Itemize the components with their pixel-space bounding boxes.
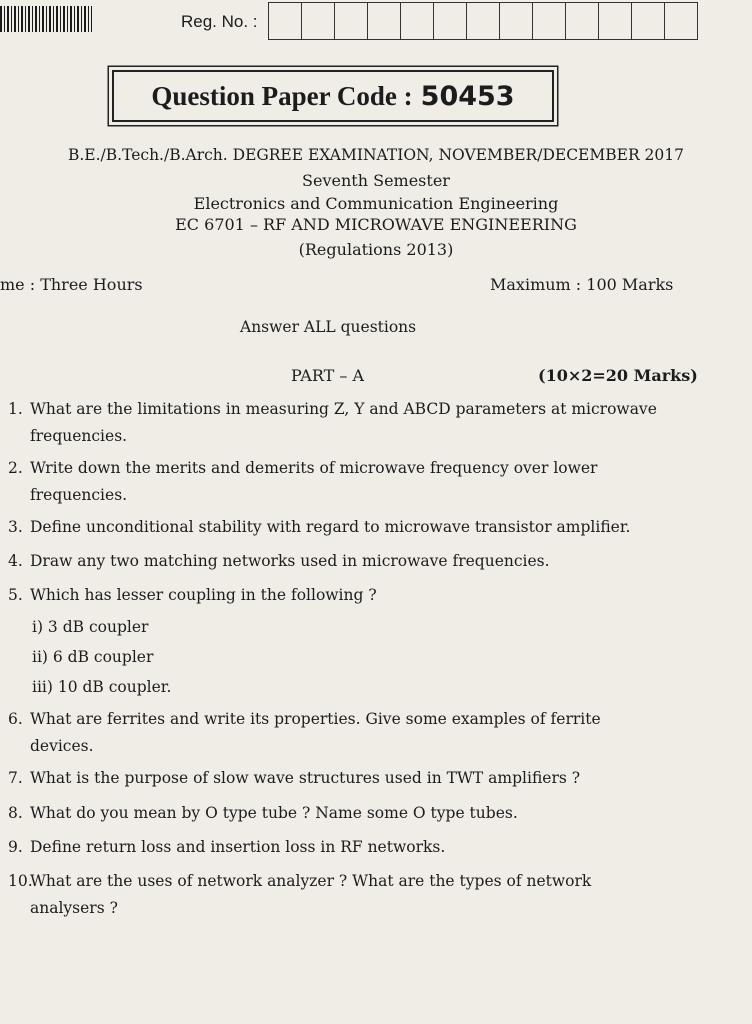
question-text: Write down the merits and demerits of microwave frequency over lower bbox=[30, 459, 598, 477]
reg-box bbox=[401, 2, 434, 40]
question-text: Define return loss and insertion loss in RF networks. bbox=[30, 838, 446, 856]
question-number: 8. bbox=[8, 804, 23, 822]
question-8 bbox=[8, 800, 688, 827]
course-title: EC 6701 – RF AND MICROWAVE ENGINEERING bbox=[175, 215, 577, 234]
question-number: 2. bbox=[8, 459, 23, 477]
question-text-cont: analysers ? bbox=[30, 899, 118, 917]
option-iii: iii) 10 dB coupler. bbox=[32, 678, 172, 696]
reg-box bbox=[467, 2, 500, 40]
question-6 bbox=[8, 706, 688, 760]
reg-box bbox=[335, 2, 368, 40]
question-1 bbox=[8, 396, 688, 450]
question-number: 10. bbox=[8, 872, 33, 890]
part-heading: PART – A bbox=[291, 366, 365, 385]
question-text: Which has lesser coupling in the following ? bbox=[30, 586, 377, 604]
reg-box bbox=[268, 2, 302, 40]
question-text-cont: frequencies. bbox=[30, 486, 128, 504]
reg-box bbox=[665, 2, 698, 40]
question-3 bbox=[8, 514, 688, 541]
option-ii: ii) 6 dB coupler bbox=[32, 648, 154, 666]
reg-box bbox=[599, 2, 632, 40]
question-2 bbox=[8, 455, 688, 509]
question-text: What is the purpose of slow wave structures used in TWT amplifiers ? bbox=[30, 769, 581, 787]
department: Electronics and Communication Engineering bbox=[193, 194, 559, 213]
max-marks: Maximum : 100 Marks bbox=[490, 275, 674, 294]
question-text: What are ferrites and write its properties. Give some examples of ferrite bbox=[30, 710, 601, 728]
question-7 bbox=[8, 765, 688, 792]
reg-no-boxes bbox=[268, 2, 698, 40]
semester: Seventh Semester bbox=[302, 171, 450, 190]
question-text: What are the limitations in measuring Z, Y and ABCD parameters at microwave bbox=[30, 400, 657, 418]
reg-no-label: Reg. No. : bbox=[181, 12, 258, 31]
reg-box bbox=[368, 2, 401, 40]
question-5 bbox=[8, 582, 688, 609]
reg-box bbox=[566, 2, 599, 40]
reg-box bbox=[533, 2, 566, 40]
question-number: 1. bbox=[8, 400, 23, 418]
degree-line: B.E./B.Tech./B.Arch. DEGREE EXAMINATION, NOVEMBER/DECEMBER 2017 bbox=[67, 146, 684, 164]
regulations: (Regulations 2013) bbox=[298, 240, 454, 259]
code-label: Question Paper Code : bbox=[151, 80, 413, 111]
question-4 bbox=[8, 548, 688, 575]
part-marks: (10×2=20 Marks) bbox=[538, 366, 698, 385]
question-number: 3. bbox=[8, 518, 23, 536]
option-i: i) 3 dB coupler bbox=[32, 618, 149, 636]
question-number: 9. bbox=[8, 838, 23, 856]
question-text-cont: frequencies. bbox=[30, 427, 128, 445]
question-text-cont: devices. bbox=[30, 737, 94, 755]
reg-box bbox=[500, 2, 533, 40]
reg-box bbox=[434, 2, 467, 40]
time-label: me : Three Hours bbox=[0, 275, 143, 294]
barcode bbox=[0, 6, 92, 32]
question-text: What are the uses of network analyzer ? What are the types of network bbox=[30, 872, 592, 890]
question-number: 5. bbox=[8, 586, 23, 604]
question-number: 7. bbox=[8, 769, 23, 787]
question-number: 6. bbox=[8, 710, 23, 728]
question-number: 4. bbox=[8, 552, 23, 570]
reg-box bbox=[632, 2, 665, 40]
instruction: Answer ALL questions bbox=[240, 318, 417, 336]
question-9 bbox=[8, 834, 688, 861]
reg-box bbox=[302, 2, 335, 40]
question-text: Define unconditional stability with regard to microwave transistor amplifier. bbox=[30, 518, 631, 536]
question-text: Draw any two matching networks used in microwave frequencies. bbox=[30, 552, 550, 570]
code-value: 50453 bbox=[420, 80, 515, 112]
question-paper-code-box bbox=[112, 70, 554, 122]
question-10 bbox=[8, 868, 688, 922]
question-text: What do you mean by O type tube ? Name some O type tubes. bbox=[30, 804, 518, 822]
